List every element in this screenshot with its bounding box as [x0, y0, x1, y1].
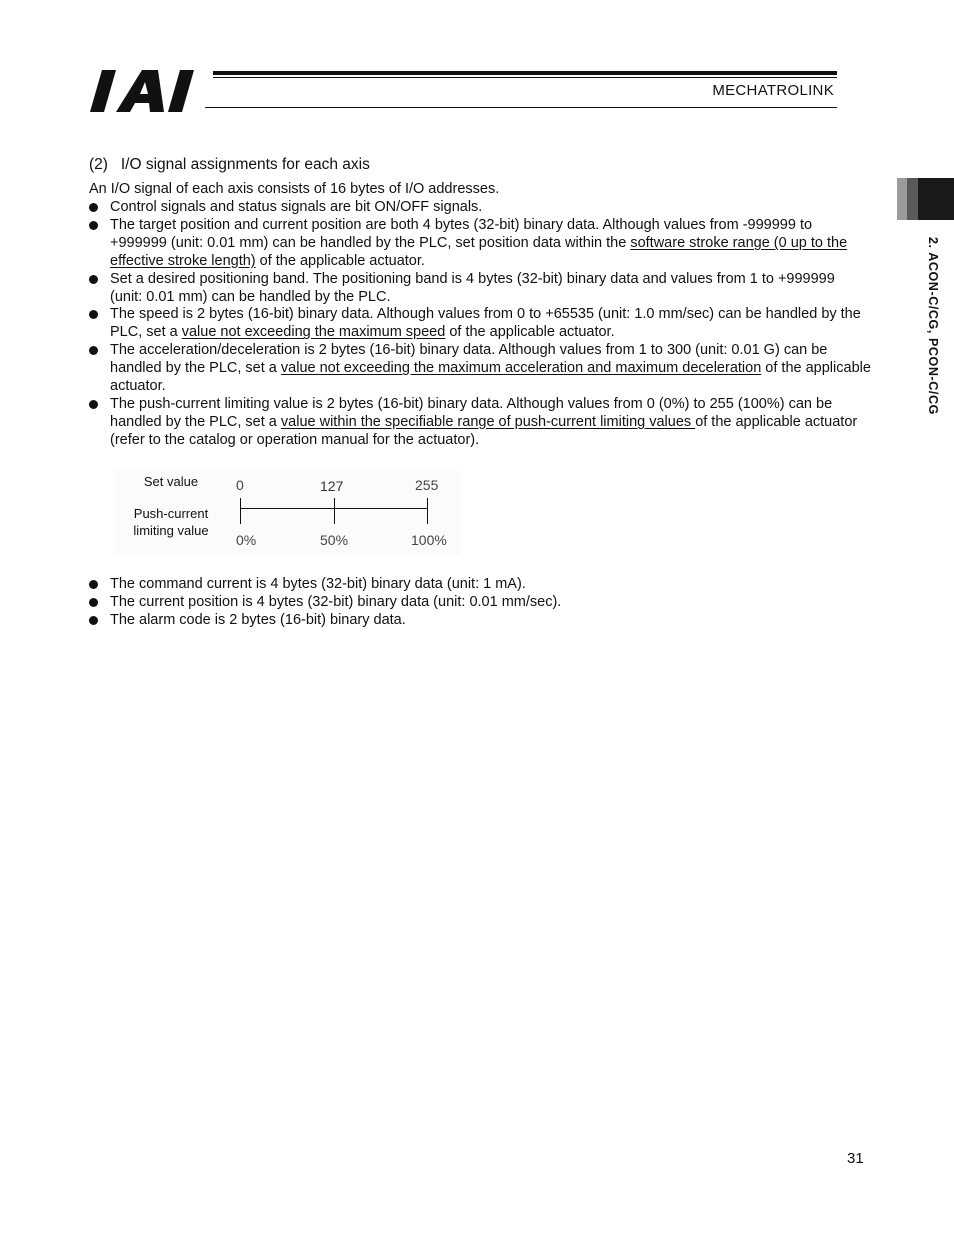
bullet-icon	[89, 221, 98, 230]
percent-tick: 100%	[411, 532, 447, 548]
bullet-icon	[89, 616, 98, 625]
bullet-icon	[89, 580, 98, 589]
bullet-list-bottom	[89, 576, 871, 630]
percent-tick: 50%	[320, 532, 349, 548]
scale-axis-line	[240, 508, 428, 509]
side-tab-light	[897, 178, 907, 220]
set-value-tick: 127	[320, 478, 344, 494]
section-heading: (2) I/O signal assignments for each axis	[89, 156, 370, 173]
push-current-scale-diagram	[115, 470, 460, 555]
list-item: Control signals and status signals are bit ON/OFF signals.	[89, 199, 871, 217]
list-item: The current position is 4 bytes (32-bit) binary data (unit: 0.01 mm/sec).	[89, 594, 871, 612]
chapter-title: 2. ACON-C/CG, PCON-C/CG	[926, 237, 940, 415]
bullet-icon	[89, 203, 98, 212]
side-tab-mid	[907, 178, 918, 220]
list-item: The speed is 2 bytes (16-bit) binary data. Although values from 0 to +65535 (unit: 1.0 mm/sec) can be handled by the PLC, set a value not exceeding the maximum speed of the applicable actuator.	[89, 306, 871, 342]
section-intro: An I/O signal of each axis consists of 16 bytes of I/O addresses.	[89, 181, 500, 197]
header-rule-bottom	[205, 107, 837, 108]
bullet-icon	[89, 346, 98, 355]
list-item: Set a desired positioning band. The positioning band is 4 bytes (32-bit) binary data and values from 1 to +999999 (unit: 0.01 mm) can be handled by the PLC.	[89, 271, 871, 307]
bullet-icon	[89, 310, 98, 319]
percent-tick: 0%	[236, 532, 257, 548]
header-label: MECHATROLINK	[712, 82, 834, 99]
list-item: The target position and current position are both 4 bytes (32-bit) binary data. Although values from -999999 to +999999 (unit: 0.01 mm) can be handled by the PLC, set position data within the software stroke range (0 up to the effective stroke length) of the applicable actuator.	[89, 217, 871, 271]
header-rule-thin	[213, 77, 837, 78]
list-item: The alarm code is 2 bytes (16-bit) binary data.	[89, 612, 871, 630]
underlined-text: software stroke range (0 up to the effective stroke length)	[110, 234, 848, 269]
bullet-icon	[89, 275, 98, 284]
side-tab-dark	[918, 178, 954, 220]
set-value-label: Set value	[143, 474, 199, 489]
bullet-icon	[89, 598, 98, 607]
list-item: The command current is 4 bytes (32-bit) binary data (unit: 1 mA).	[89, 576, 871, 594]
scale-tick-middle	[334, 498, 335, 524]
header-rule-thick	[213, 71, 837, 75]
set-value-tick: 255	[415, 477, 439, 493]
underlined-text: value not exceeding the maximum acceleration and maximum deceleration	[280, 360, 762, 377]
underlined-text: value within the specifiable range of push-current limiting values	[280, 413, 696, 430]
list-item: The push-current limiting value is 2 bytes (16-bit) binary data. Although values from 0 (0%) to 255 (100%) can be handled by the PLC, set a value within the specifiable range of push-current limiting values of the applicable actuator (refer to the catalog or operation manual for the actuator).	[89, 396, 871, 450]
scale-tick-right	[427, 498, 428, 524]
push-current-label: Push-current limiting value	[133, 506, 209, 538]
set-value-tick: 0	[236, 477, 244, 493]
underlined-text: value not exceeding the maximum speed	[181, 324, 446, 341]
list-item: The acceleration/deceleration is 2 bytes (16-bit) binary data. Although values from 1 to 300 (unit: 0.01 G) can be handled by the PLC, set a value not exceeding the maximum acceleration and maximum deceleration of the applicable actuator.	[89, 342, 871, 396]
page-number: 31	[847, 1150, 864, 1167]
scale-tick-left	[240, 498, 241, 524]
iai-logo	[90, 70, 206, 112]
bullet-icon	[89, 400, 98, 409]
bullet-list-top	[89, 199, 871, 450]
